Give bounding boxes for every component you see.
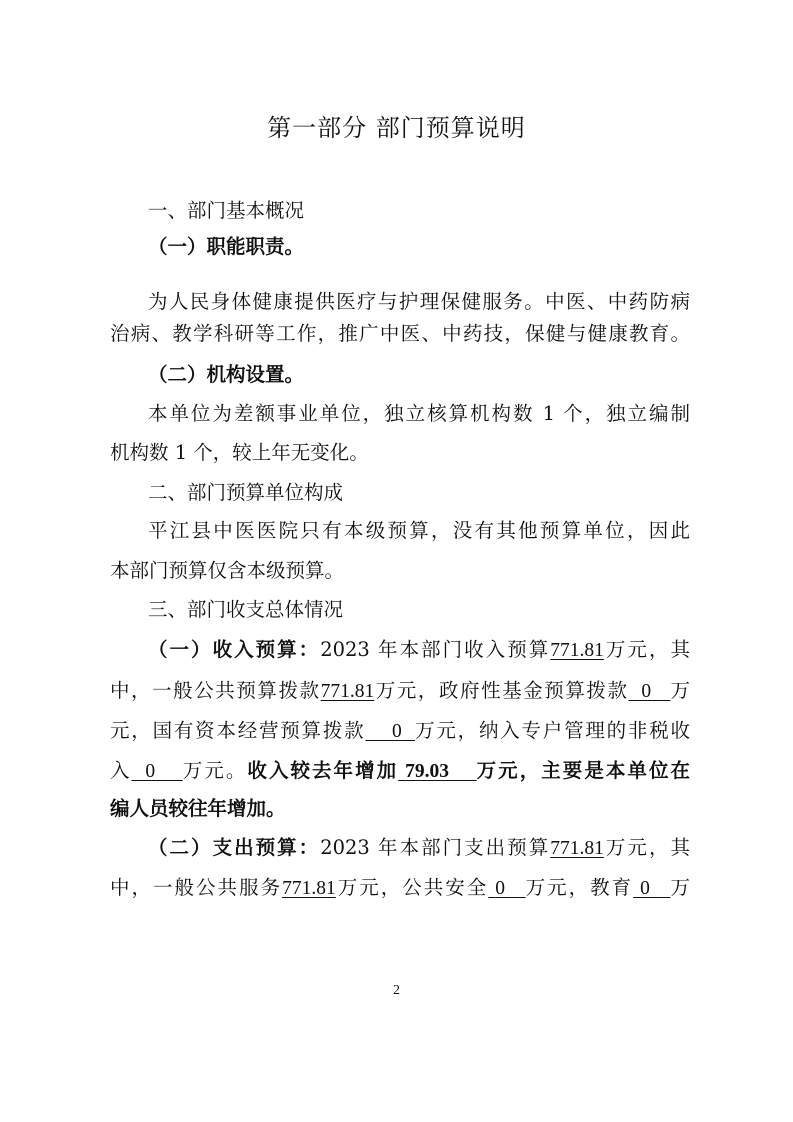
expense-total-value: 771.81 — [550, 838, 604, 859]
units-paragraph-line-1: 平江县中医医院只有本级预算，没有其他预算单位，因此 — [148, 519, 690, 542]
state-capital-value: 0 — [392, 721, 402, 742]
duties-paragraph-line-1: 为人民身体健康提供医疗与护理保健服务。中医、中药防病 — [148, 290, 690, 313]
expense-label: （二）支出预算： — [148, 836, 321, 859]
expense-line-2: 中，一般公共服务771.81万元，公共安全 0 万元，教育 0 万 — [110, 876, 691, 899]
page-number: 2 — [393, 983, 400, 998]
section-1-heading: 一、部门基本概况 — [148, 199, 305, 222]
public-service-value: 771.81 — [282, 878, 336, 899]
public-security-value: 0 — [495, 878, 505, 899]
income-line-2: 中，一般公共预算拨款771.81万元，政府性基金预算拨款 0 万 — [110, 679, 690, 702]
income-label: （一）收入预算： — [148, 638, 321, 661]
section-1-1-heading: （一）职能职责。 — [148, 235, 305, 258]
income-total-value: 771.81 — [550, 640, 604, 661]
org-paragraph-line-1: 本单位为差额事业单位，独立核算机构数 1 个，独立编制 — [148, 402, 690, 425]
page-title: 第一部分 部门预算说明 — [267, 114, 526, 142]
units-paragraph-line-2: 本部门预算仅含本级预算。 — [110, 559, 345, 582]
duties-paragraph-line-2: 治病、教学科研等工作，推广中医、中药技，保健与健康教育。 — [110, 322, 690, 345]
income-line-1: （一）收入预算：2023 年本部门收入预算771.81万元，其 — [148, 638, 690, 661]
education-value: 0 — [640, 878, 650, 899]
section-3-heading: 三、部门收支总体情况 — [148, 598, 344, 621]
general-budget-value: 771.81 — [320, 681, 375, 702]
expense-line-1: （二）支出预算：2023 年本部门支出预算771.81万元，其 — [148, 836, 690, 859]
income-line-5: 编人员较往年增加。 — [110, 797, 286, 820]
income-line-3: 元，国有资本经营预算拨款 0 万元，纳入专户管理的非税收 — [110, 719, 690, 742]
org-paragraph-line-2: 机构数 1 个，较上年无变化。 — [110, 441, 369, 464]
income-line-4: 入 0 万元。收入较去年增加 79.03 万元，主要是本单位在 — [110, 759, 690, 782]
section-2-heading: 二、部门预算单位构成 — [148, 481, 344, 504]
non-tax-value: 0 — [145, 761, 156, 782]
gov-fund-value: 0 — [641, 681, 652, 702]
section-1-2-heading: （二）机构设置。 — [148, 363, 305, 386]
income-increase-value: 79.03 — [405, 761, 449, 782]
